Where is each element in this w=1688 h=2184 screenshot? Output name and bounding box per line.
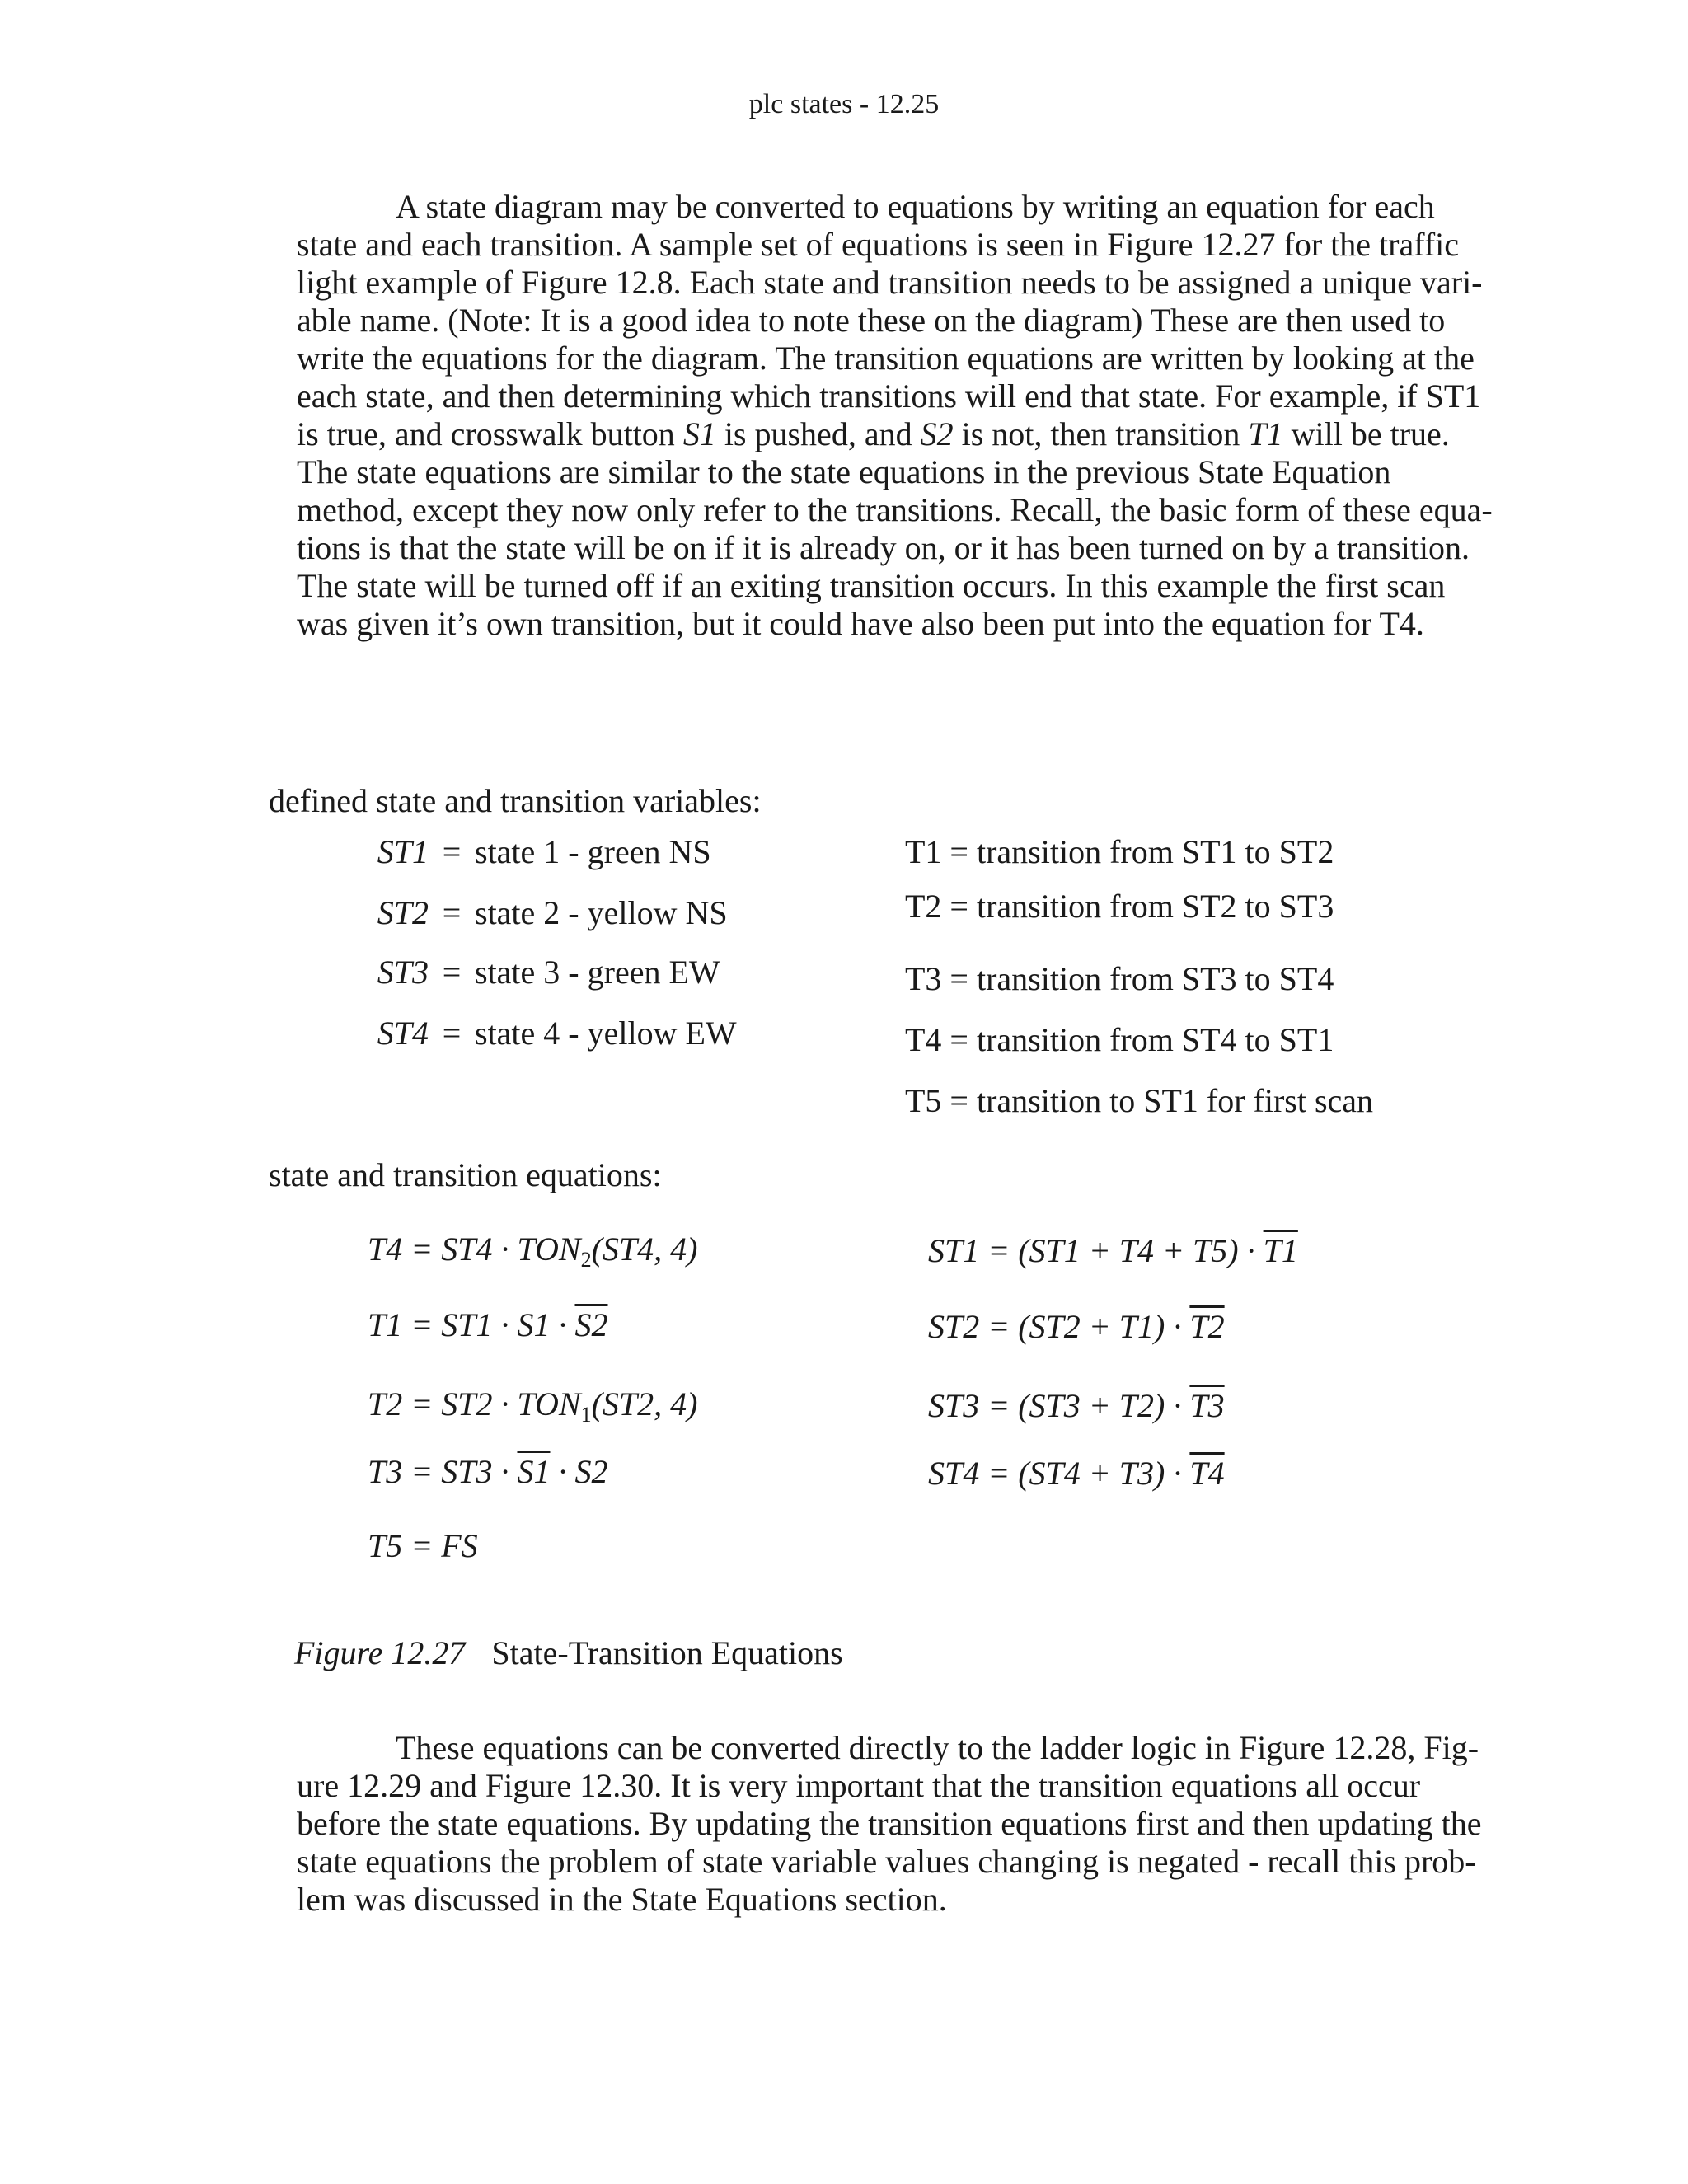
text-run: ST4 = (ST4 + T3) · — [928, 1455, 1190, 1492]
paragraph-line — [297, 529, 1484, 567]
paragraph-line: lem was discussed in the State Equations section. — [297, 1881, 947, 1918]
text-run: method, except they now only refer to the transitions. Recall, the basic form of these equa- — [297, 491, 1493, 528]
equals-sign: = — [442, 1015, 462, 1052]
equals-sign: = — [442, 894, 462, 931]
page-header: plc states - 12.25 — [748, 89, 940, 120]
text-run: The state will be turned off if an exiting transition occurs. In this example the first scan — [297, 567, 1446, 604]
state-equation — [928, 1386, 1225, 1425]
text-run: tions is that the state will be on if it is already on, or it has been turned on by a transition. — [297, 529, 1470, 566]
text-run: T5 = FS — [368, 1527, 478, 1564]
paragraph-line — [297, 415, 1484, 453]
text-run: T1 = ST1 · S1 · — [368, 1306, 575, 1343]
variable-name: ST2 — [377, 894, 429, 931]
text-run: ST3 = (ST3 + T2) · — [928, 1387, 1190, 1424]
transition-equation — [368, 1452, 607, 1491]
text-run: will be true. — [1282, 415, 1450, 452]
figure-caption — [294, 1633, 843, 1672]
figure-title: State-Transition Equations — [491, 1634, 843, 1671]
text-run: A state diagram may be converted to equations by writing an equation for each — [396, 188, 1435, 225]
text-run: (ST2, 4) — [591, 1385, 698, 1422]
text-run: T4 = ST4 · TON — [368, 1230, 581, 1268]
text-run: light example of Figure 12.8. Each state and transition needs to be assigned a unique vari- — [297, 264, 1483, 301]
state-variable-row — [346, 1014, 737, 1052]
text-run: (ST4, 4) — [591, 1230, 698, 1268]
variable-description: state 4 - yellow EW — [475, 1015, 737, 1052]
text-run: S1 — [517, 1453, 551, 1490]
text-run: · S2 — [550, 1453, 608, 1490]
equals-sign: = — [442, 954, 462, 991]
text-run: able name. (Note: It is a good idea to note these on the diagram) These are then used to — [297, 302, 1446, 339]
variable-name: ST4 — [377, 1015, 429, 1052]
state-variable-row — [346, 893, 728, 932]
text-run: The state equations are similar to the state equations in the previous State Equation — [297, 453, 1391, 490]
paragraph-line — [297, 302, 1484, 340]
text-run: S2 — [920, 415, 954, 452]
transition-equation — [368, 1526, 478, 1565]
transition-variable-row: T1 = transition from ST1 to ST2 — [905, 833, 1334, 870]
paragraph-line — [297, 491, 1493, 529]
text-run: state and each transition. A sample set of equations is seen in Figure 12.27 for the traffic — [297, 226, 1460, 263]
variable-description: state 3 - green EW — [475, 954, 720, 991]
closing-paragraph — [297, 1729, 1484, 1919]
paragraph-line — [297, 377, 1484, 415]
text-run: is true, and crosswalk button — [297, 415, 683, 452]
transition-variable-row: T4 = transition from ST4 to ST1 — [905, 1021, 1334, 1058]
paragraph-line — [297, 605, 1484, 643]
equations-heading: state and transition equations: — [269, 1156, 662, 1193]
paragraph-line — [297, 340, 1484, 377]
transition-variable-row: T3 = transition from ST3 to ST4 — [905, 960, 1334, 997]
state-equation — [928, 1307, 1225, 1346]
subscript: 2 — [580, 1248, 592, 1272]
transition-equation — [368, 1385, 698, 1427]
state-equation — [928, 1231, 1298, 1270]
equals-sign: = — [442, 833, 462, 870]
paragraph-line — [297, 226, 1484, 264]
text-run: T2 = ST2 · TON — [368, 1385, 581, 1422]
variable-description: state 1 - green NS — [475, 833, 711, 870]
transition-equation — [368, 1305, 607, 1344]
paragraph-line — [297, 567, 1484, 605]
text-run: each state, and then determining which transitions will end that state. For example, if ST1 — [297, 377, 1481, 415]
text-run: write the equations for the diagram. The transition equations are written by looking at the — [297, 340, 1475, 377]
transition-variable-row: T2 = transition from ST2 to ST3 — [905, 888, 1334, 925]
variable-name: ST3 — [377, 954, 429, 991]
text-run: ST2 = (ST2 + T1) · — [928, 1308, 1190, 1345]
transition-equation — [368, 1230, 698, 1272]
transition-variable-row: T5 = transition to ST1 for first scan — [905, 1082, 1374, 1119]
text-run: was given it’s own transition, but it could have also been put into the equation for T4. — [297, 605, 1424, 642]
paragraph-line: These equations can be converted directly to the ladder logic in Figure 12.28, Fig- — [396, 1729, 1479, 1766]
paragraph-line — [297, 453, 1484, 491]
defined-variables-heading: defined state and transition variables: — [269, 782, 762, 819]
text-run: T3 = ST3 · — [368, 1453, 518, 1490]
paragraph-line — [297, 188, 1484, 226]
subscript: 1 — [580, 1403, 592, 1427]
text-run: is pushed, and — [715, 415, 921, 452]
state-variable-row — [346, 832, 711, 871]
text-run: S2 — [574, 1306, 608, 1343]
text-run: T1 — [1248, 415, 1283, 452]
text-run: T1 — [1263, 1232, 1298, 1269]
text-run: ST1 = (ST1 + T4 + T5) · — [928, 1232, 1264, 1269]
variable-name: ST1 — [377, 833, 429, 870]
text-run: is not, then transition — [953, 415, 1249, 452]
text-run: S1 — [682, 415, 716, 452]
state-equation — [928, 1454, 1225, 1493]
paragraph-line: ure 12.29 and Figure 12.30. It is very important that the transition equations all occur — [297, 1767, 1421, 1804]
state-variable-row — [346, 953, 720, 991]
variable-description: state 2 - yellow NS — [475, 894, 728, 931]
text-run: T3 — [1189, 1387, 1225, 1424]
figure-label: Figure 12.27 — [294, 1634, 466, 1671]
text-run: T2 — [1189, 1308, 1225, 1345]
intro-paragraph — [297, 188, 1493, 643]
paragraph-line: before the state equations. By updating the transition equations first and then updating the — [297, 1805, 1482, 1842]
paragraph-line — [297, 264, 1484, 302]
text-run: T4 — [1189, 1455, 1225, 1492]
paragraph-line: state equations the problem of state variable values changing is negated - recall this prob- — [297, 1843, 1476, 1880]
